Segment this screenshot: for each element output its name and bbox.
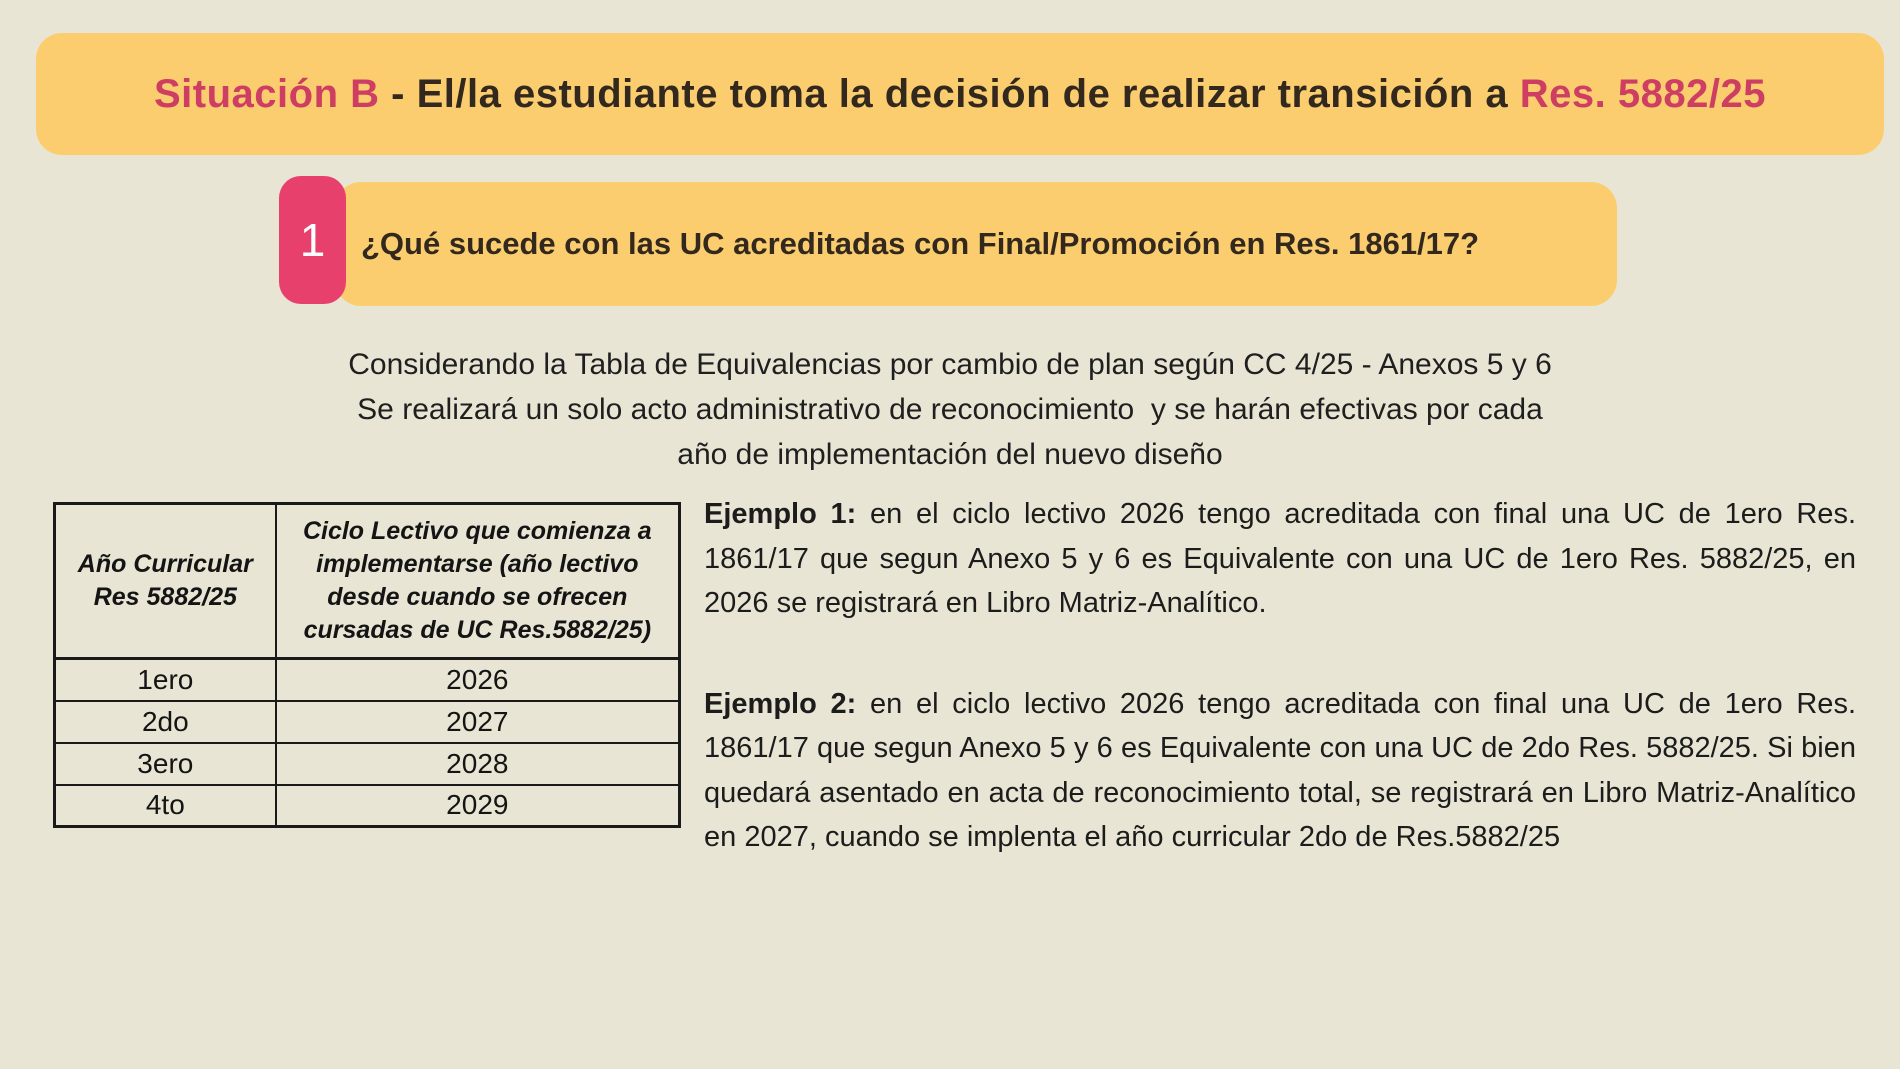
question-banner <box>335 182 1617 306</box>
example-2-paragraph <box>704 682 1856 860</box>
question-number: 1 <box>299 214 326 266</box>
table-row <box>55 701 680 743</box>
cell-cycle: 2026 <box>276 659 680 701</box>
equivalence-table <box>53 502 681 828</box>
cell-cycle: 2027 <box>276 701 680 743</box>
table-row <box>55 743 680 785</box>
example-1-text: en el ciclo lectivo 2026 tengo acreditada con final una UC de 1ero Res. 1861/17 que segun Anexo 5 y 6 es Equivalente con una UC de 1ero Res. 5882/25, en 2026 se registrará en Libro Matriz-Analítico. <box>704 498 1856 619</box>
cell-year: 4to <box>55 785 276 827</box>
intro-line-2: Se realizará un solo acto administrativo de reconocimiento y se harán efectivas por cada <box>357 393 1543 426</box>
cell-cycle: 2028 <box>276 743 680 785</box>
page-title <box>154 72 1766 117</box>
cell-year: 1ero <box>55 659 276 701</box>
example-1-label: Ejemplo 1: <box>704 498 857 530</box>
title-banner <box>36 33 1884 155</box>
example-1-paragraph <box>704 492 1856 626</box>
question-number-badge <box>279 176 346 304</box>
table-header-row <box>55 504 680 659</box>
intro-line-3: año de implementación del nuevo diseño <box>677 438 1223 471</box>
col-header-curricular-year: Año Curricular Res 5882/25 <box>55 504 276 659</box>
cell-cycle: 2029 <box>276 785 680 827</box>
cell-year: 3ero <box>55 743 276 785</box>
title-main-text: - El/la estudiante toma la decisión de realizar transición a <box>379 71 1520 116</box>
example-2-label: Ejemplo 2: <box>704 687 857 720</box>
col-header-lective-cycle: Ciclo Lectivo que comienza a implementarse (año lectivo desde cuando se ofrecen cursadas de UC Res.5882/25) <box>276 504 680 659</box>
intro-line-1: Considerando la Tabla de Equivalencias por cambio de plan según CC 4/25 - Anexos 5 y 6 <box>348 348 1552 381</box>
intro-paragraph <box>0 342 1900 477</box>
title-situation-label: Situación B <box>154 71 380 116</box>
table-row <box>55 659 680 701</box>
example-2-text: en el ciclo lectivo 2026 tengo acreditada con final una UC de 1ero Res. 1861/17 que segun Anexo 5 y 6 es Equivalente con una UC de 2do Res. 5882/25. Si bien quedará asentado en acta de reconocimiento total, se registrará en Libro Matriz-Analítico en 2027, cuando se implenta el año curricular 2do de Res.5882/25 <box>704 687 1856 853</box>
title-resolution-label: Res. 5882/25 <box>1519 71 1766 116</box>
examples-column <box>704 492 1856 860</box>
cell-year: 2do <box>55 701 276 743</box>
question-text: ¿Qué sucede con las UC acreditadas con Final/Promoción en Res. 1861/17? <box>361 226 1480 261</box>
table-row <box>55 785 680 827</box>
